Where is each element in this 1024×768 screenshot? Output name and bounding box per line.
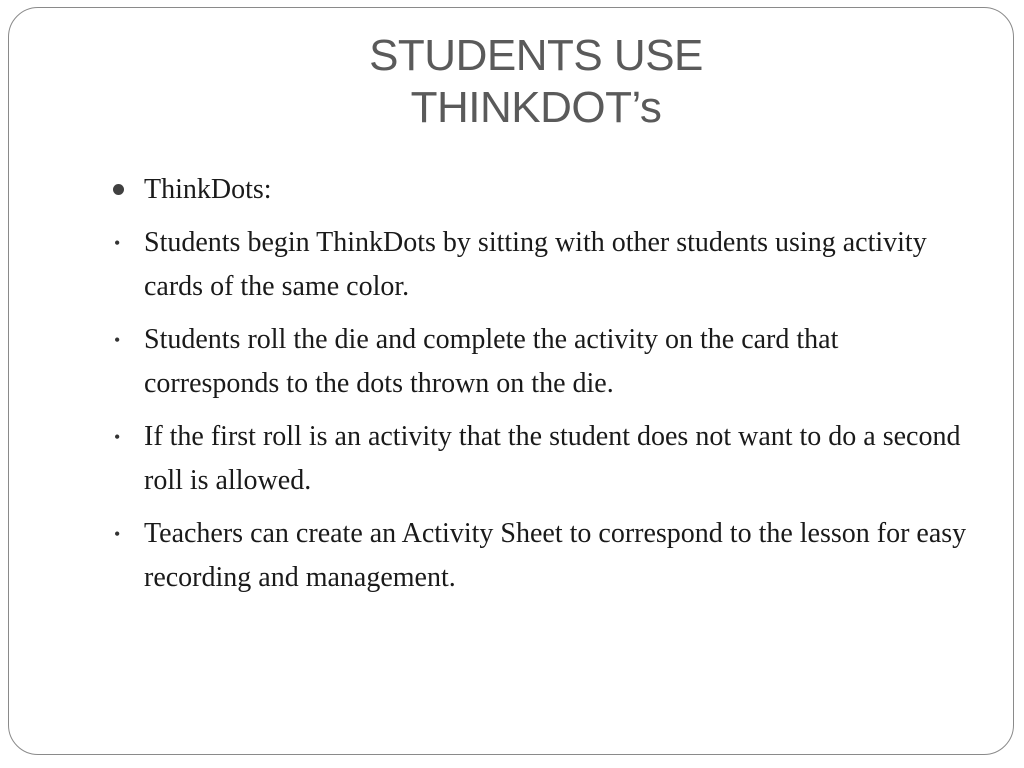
- bullet-text: Students roll the die and complete the activity on the card that corresponds to the dots thrown on the die.: [144, 324, 839, 399]
- slide-title: [0, 30, 1024, 134]
- bullet-text: Teachers can create an Activity Sheet to correspond to the lesson for easy recording and management.: [144, 518, 967, 593]
- dot-bullet-icon: •: [114, 233, 121, 253]
- bullet-text: Students begin ThinkDots by sitting with other students using activity cards of the same color.: [144, 227, 927, 302]
- dot-bullet-icon: •: [114, 524, 121, 544]
- slide-title-line-1: STUDENTS USE: [369, 31, 703, 80]
- filled-circle-bullet-icon: [113, 184, 124, 195]
- bullet-item: [110, 512, 980, 600]
- bullet-item: [110, 168, 980, 212]
- bullet-item: [110, 221, 980, 309]
- bullet-item: [110, 318, 980, 406]
- slide-title-line-2: THINKDOT’s: [410, 83, 662, 132]
- dot-bullet-icon: •: [114, 427, 121, 447]
- bullet-item: [110, 415, 980, 503]
- dot-bullet-icon: •: [114, 330, 121, 350]
- bullet-text: If the first roll is an activity that the student does not want to do a second roll is allowed.: [144, 421, 961, 496]
- bullet-list: [110, 168, 980, 609]
- bullet-text: ThinkDots:: [144, 174, 272, 205]
